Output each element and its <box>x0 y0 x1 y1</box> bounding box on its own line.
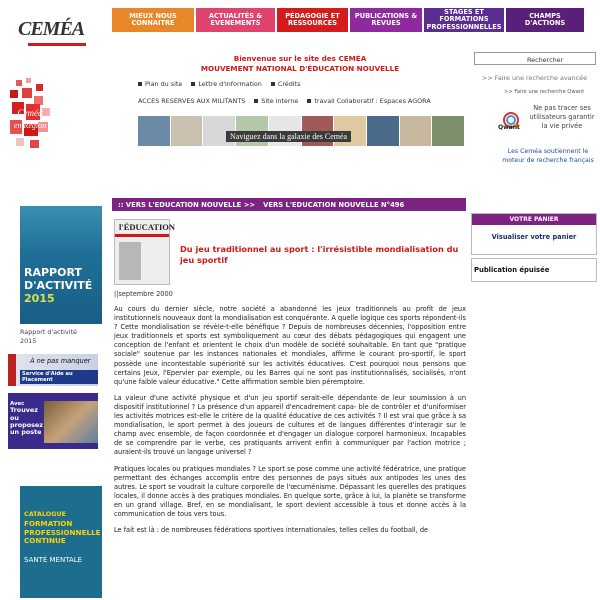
cemea-logo[interactable] <box>18 18 92 48</box>
nav-champs-actions[interactable]: CHAMPS D'ACTIONS <box>506 8 584 32</box>
revue-image <box>119 242 141 280</box>
trouvez-poste-banner[interactable] <box>8 393 98 449</box>
link-plan-du-site[interactable]: Plan du site <box>138 80 182 88</box>
rapport-activite-cover[interactable] <box>20 206 102 324</box>
trouvez-text: Avec Trouvez ou proposez un poste <box>10 401 43 437</box>
galaxy-tile <box>432 116 464 146</box>
welcome-line2: MOUVEMENT NATIONAL D'ÉDUCATION NOUVELLE <box>200 63 400 73</box>
link-credits[interactable]: Crédits <box>271 80 301 88</box>
galaxy-tile <box>138 116 170 146</box>
catalogue-cover[interactable] <box>20 486 102 598</box>
nav-pedagogie[interactable]: PÉDAGOGIE ET RESSOURCES <box>277 8 348 32</box>
revue-cover <box>114 219 176 285</box>
region-text-line2: en Région <box>13 121 47 130</box>
cemea-en-region-logo[interactable] <box>6 76 54 154</box>
qwant-support-text[interactable]: Les Ceméa soutiennent le moteur de recherche français <box>502 148 594 164</box>
catalogue-sante: SANTÉ MENTALE <box>24 556 83 564</box>
bullet-icon <box>271 82 275 86</box>
revue-title: l'ÉDUCATION <box>119 222 176 232</box>
nav-publications[interactable]: PUBLICATIONS & REVUES <box>350 8 422 32</box>
galaxy-tile <box>400 116 432 146</box>
service-aide-placement-banner[interactable] <box>8 354 98 386</box>
breadcrumb-item[interactable]: :: VERS L'EDUCATION NOUVELLE >> <box>118 200 256 209</box>
galaxy-tile <box>367 116 399 146</box>
bullet-icon <box>191 82 195 86</box>
bullet-icon <box>138 82 142 86</box>
qwant-privacy-text: Ne pas tracer ses utilisateurs garantir la vie privée <box>529 104 595 131</box>
acces-reserves-label: ACCES RESERVES AUX MILITANTS <box>138 97 246 105</box>
advanced-search-link[interactable]: >> Faire une recherche avancée <box>482 74 588 82</box>
view-cart-link[interactable]: Visualiser votre panier <box>491 233 577 241</box>
publication-status: Publication épuisée <box>471 258 597 282</box>
article-title: Du jeu traditionnel au sport : l'irrésistible mondialisation du jeu sportif <box>180 244 459 265</box>
pm-line1: À ne pas manquer <box>30 357 91 365</box>
article-paragraph: Le fait est là : de nombreuses fédérations sportives internationales, telles celles du football, de <box>114 526 429 535</box>
rapport-caption[interactable]: Rapport d'activité 2015 <box>20 328 77 345</box>
bullet-icon <box>254 99 258 103</box>
article-date: ||septembre 2000 <box>114 290 173 298</box>
galaxy-tile <box>171 116 203 146</box>
logo-bar <box>28 43 86 46</box>
bullet-icon <box>307 99 311 103</box>
trouvez-photo <box>44 401 98 443</box>
logo-text: CEMÉA <box>18 18 85 40</box>
search-label[interactable]: Rechercher <box>527 56 564 64</box>
welcome-header <box>140 54 460 73</box>
article-paragraph: La valeur d'une activité physique et d'un jeu sportif serait-elle dépendante de leur soumission à un dispositif institutionnel ? La présence d'un appareil d'encadrement capa- ble de contrôler et d'uniformiser les activités motrices est-elle le critère de la qualité éducative de ces activités ? Il est vrai que grâce à sa mondialisation, le sport permet à des joueurs de cultures et de langues différentes d'interagir sur le champ avec ensemble, de façon coordonnée et d'engager un dialogue corporel harmonieux. Incapables de se comprendre par le verbe, ces pratiquants arrivent enfin à communiquer par l'action motrice ; auraient-ils trouvé un langage universel ? <box>114 393 466 457</box>
catalogue-title: CATALOGUE <box>24 510 67 518</box>
qwant-brand: Qwant <box>498 124 520 131</box>
site-links <box>138 80 300 88</box>
cart-panel <box>471 213 597 255</box>
article-body <box>114 305 466 542</box>
nav-mieux-nous-connaitre[interactable]: MIEUX NOUS CONNAITRE <box>112 8 194 32</box>
top-nav <box>112 8 584 32</box>
catalogue-formation: FORMATION PROFESSIONNELLE CONTINUE <box>24 519 101 546</box>
revue-band <box>115 234 169 237</box>
article-paragraph: Pratiques locales ou pratiques mondiales ? Le sport se pose comme une activité fédératrice, une pratique permettant des échanges accomplis entre des personnes de pays situés aux antipodes les unes des autres. Le sport se voudrait la culture corporelle de l'œcuménisme. Dépassant les querelles des pratiques locales, il donne accès à des pratiques mondiales. En quelque sorte, grâce à lui, la planète se transforme en un grand village. Bref, en se mondialisant, le sport devient accessible à tous et donne accès à la communication de tous vers tous. <box>114 464 466 518</box>
welcome-line1: Bienvenue sur le site des CEMÉA <box>233 54 367 63</box>
nav-stages-formations[interactable]: STAGES ET FORMATIONS PROFESSIONNELLES <box>424 8 504 32</box>
link-agora[interactable]: travail Collaboratif : Espaces AGORA <box>307 97 430 105</box>
link-lettre-information[interactable]: Lettre d'information <box>191 80 262 88</box>
article-paragraph: Au cours du dernier siècle, notre société a abandonné les jeux traditionnels au profit de jeux institutionnels nouveaux dont la mondialisation est conquérante. A quelle logique ces sports répondent-ils ? Cette mondialisation se révèle-t-elle bénéfique ? Depuis de nombreuses décennies, l'opposition entre jeux traditionnels et sports est symboliquement au cœur des débats pédagogiques qui engagent une conception de l'enfant et orientent le choix d'un modèle de société souhaitable. En tant que "pratique sociale" soutenue par les instances nationales et mondiales, affirme le courant pro-sportif, le sport possède une incontestable supériorité sur les activités éducatives. C'est pourquoi nous pensons que certains Jeux, l'Epervier par exemple, ou les Barres qui ne sont pas institutionnalisés, socialisés, n'ont qu'une faible valeur éducative." Cette affirmation semble bien péremptoire. <box>114 305 466 386</box>
militant-links <box>138 97 431 105</box>
breadcrumb <box>112 198 466 211</box>
galaxy-caption[interactable]: Naviguez dans la galaxie des Ceméa <box>226 131 351 142</box>
pm-line2: Service d'Aide au Placement <box>20 370 98 384</box>
rapport-title: RAPPORT D'ACTIVITÉ 2015 <box>24 266 93 306</box>
breadcrumb-current[interactable]: VERS L'EDUCATION NOUVELLE N°496 <box>263 200 405 209</box>
nav-actualites[interactable]: ACTUALITÉS & EVENEMENTS <box>196 8 275 32</box>
cart-heading: VOTRE PANIER <box>472 214 596 225</box>
link-site-interne[interactable]: Site interne <box>254 97 298 105</box>
region-text-line1: Ceméa <box>17 108 43 118</box>
qwant-search-link[interactable]: >> Faire une recherche Qwant <box>504 89 585 95</box>
